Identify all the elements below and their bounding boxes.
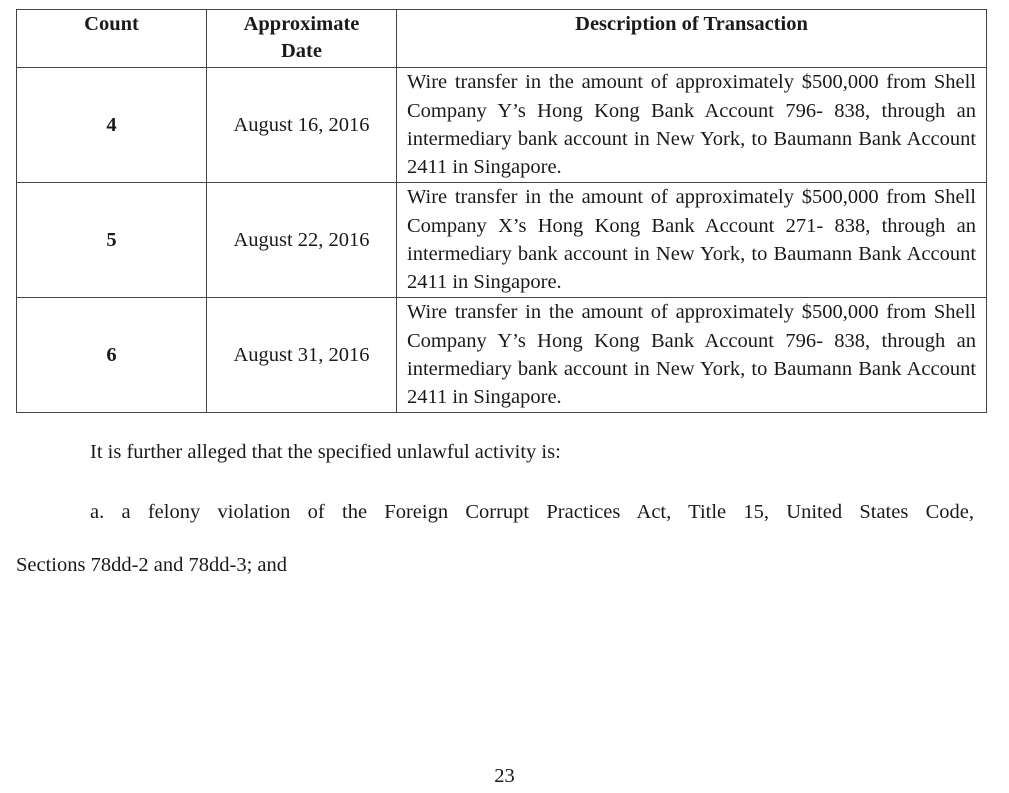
row-description <box>397 183 987 298</box>
row-count: 4 <box>17 68 207 183</box>
row-description <box>397 68 987 183</box>
table-row <box>17 68 987 183</box>
description-line: 838, through an intermediary bank account in New York, <box>407 99 977 150</box>
description-line: 838, through an intermediary bank account in New York, <box>407 329 977 380</box>
row-date: August 22, 2016 <box>207 183 397 298</box>
table-row <box>17 298 987 413</box>
header-approximate-date <box>207 10 397 68</box>
description-line: from Shell Company Y’s Hong Kong Bank Account 796- <box>407 301 976 352</box>
paragraph-item-a-continued: Sections 78dd-2 and 78dd-3; and <box>16 554 288 576</box>
transactions-table <box>16 9 987 413</box>
header-count: Count <box>17 10 207 68</box>
header-date-line1: Approximate <box>243 13 360 35</box>
row-description <box>397 298 987 413</box>
row-date: August 16, 2016 <box>207 68 397 183</box>
header-date-line2: Date <box>281 40 322 62</box>
description-line: from Shell Company X’s Hong Kong Bank Account 271- <box>407 186 976 237</box>
description-line: from Shell Company Y’s Hong Kong Bank Account 796- <box>407 71 976 122</box>
description-line: Wire transfer in the amount of approximately $500,000 <box>407 186 879 209</box>
paragraph-intro: It is further alleged that the specified unlawful activity is: <box>90 441 561 463</box>
description-line: Wire transfer in the amount of approximately $500,000 <box>407 301 879 324</box>
page-number: 23 <box>494 765 515 787</box>
table-row <box>17 183 987 298</box>
description-line: to Baumann Bank Account 2411 in Singapore. <box>407 128 977 179</box>
row-date: August 31, 2016 <box>207 298 397 413</box>
paragraph-item-a: a. a felony violation of the Foreign Corrupt Practices Act, Title 15, United States Code, <box>90 501 974 523</box>
description-line: to Baumann Bank Account 2411 in Singapore. <box>407 243 977 294</box>
description-line: to Baumann Bank Account 2411 in Singapore. <box>407 358 977 409</box>
row-count: 5 <box>17 183 207 298</box>
description-line: Wire transfer in the amount of approximately $500,000 <box>407 71 879 94</box>
description-line: 838, through an intermediary bank account in New York, <box>407 214 976 265</box>
header-description: Description of Transaction <box>397 10 987 68</box>
row-count: 6 <box>17 298 207 413</box>
table-header-row <box>17 10 987 68</box>
